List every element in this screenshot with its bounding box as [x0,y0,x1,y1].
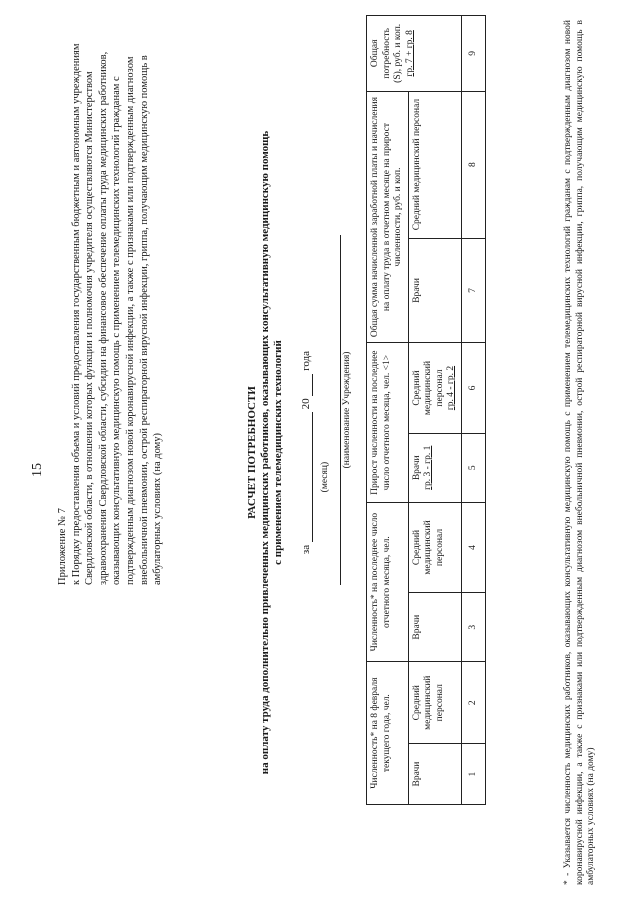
header-count-feb: Численность* на 8 февраля текущего года, чел. [367,662,409,805]
year-blank [300,374,313,396]
header-row-2 [408,16,461,805]
subheader-doctors-1: Врачи [408,744,461,805]
total-need-formula: гр. 7 + гр. 8 [404,30,415,77]
calculation-table [366,15,486,805]
col-number: 4 [461,502,486,592]
month-caption: (месяц) [320,461,330,493]
year-prefix: 20 [300,398,312,410]
header-total-need [367,16,462,92]
month-blank [300,412,330,542]
title-line-3: с применением телемедицинских технологий [272,340,284,565]
header-row-1 [367,16,409,805]
subheader-doctors-4: Врачи [408,238,461,343]
page-number: 15 [30,463,45,477]
organization-caption: (наименование Учреждения) [340,235,352,585]
column-number-row [461,16,486,805]
subheader-nurses-3 [408,343,461,433]
col-number: 7 [461,238,486,343]
total-need-label: Общая потребность (S), руб. и коп. [370,23,403,83]
appendix-block [56,25,165,585]
col-number: 6 [461,343,486,433]
header-growth: Прирост численности на последнее число отчетного месяца, чел. <1> [367,343,409,502]
appendix-heading: Приложение № 7 [57,508,68,585]
title-line-1: РАСЧЕТ ПОТРЕБНОСТИ [246,386,258,519]
doctors-label: Врачи [411,455,422,481]
subheader-nurses-2: Средний медицинский персонал [408,502,461,592]
col-number: 9 [461,16,486,92]
document-title [246,20,285,885]
period-prefix: за [300,544,312,555]
report-period [300,20,330,885]
subheader-nurses-1: Средний медицинский персонал [408,662,461,744]
col-number: 8 [461,91,486,238]
footnote: * - Указывается численность медицинских работников, оказывающих консультативную медицинскую помощь с применением телемедицинских технологий гражданам с подтвержденным диагнозом новой коронавирусной инфекции, а также с признаками или подтвержденным диагнозом внебольничной пневмонии, острой респираторной вирусной инфекции, гриппа, получающим медицинскую помощь в амбулаторных условиях (на дому) [563,20,596,885]
header-count-month: Численность* на последнее число отчетного месяца, чел. [367,502,409,661]
title-line-2: на оплату труда дополнительно привлеченных медицинских работников, оказывающих консультативную медицинскую помощь [259,130,271,775]
appendix-text: к Порядку предоставления объема и условий предоставления государственным бюджетным и автономным учреждениям Свердловской области, в отношении которых функции и полномочия учредителя осуществляются Министерством здравоохранения Свердловской области, субсидии на финансовое обеспечение оплаты труда медицинских работников, оказывающих консультативную медицинскую помощь с применением телемедицинских технологий гражданам с подтвержденным диагнозом новой коронавирусной инфекции, а также с признаками или подтвержденным диагнозом внебольничной пневмонии, острой респираторной вирусной инфекции, гриппа, получающим медицинскую помощь в амбулаторных условиях (на дому) [70,43,164,585]
nurses-formula: гр. 4 - гр. 2 [446,365,456,411]
col-number: 3 [461,593,486,662]
subheader-doctors-2: Врачи [408,593,461,662]
header-salary-sum: Общая сумма начисленной заработной платы и начисления на оплату труда в отчетном месяце на прирост численности, руб. и коп. [367,91,409,343]
year-suffix: года [300,350,312,371]
col-number: 5 [461,433,486,502]
col-number: 1 [461,744,486,805]
subheader-doctors-3 [408,433,461,502]
col-number: 2 [461,662,486,744]
nurses-label: Средний медицинский персонал [411,360,445,416]
doctors-formula: гр. 3 - гр. 1 [423,445,433,490]
subheader-nurses-4: Средний медицинский персонал [408,91,461,238]
